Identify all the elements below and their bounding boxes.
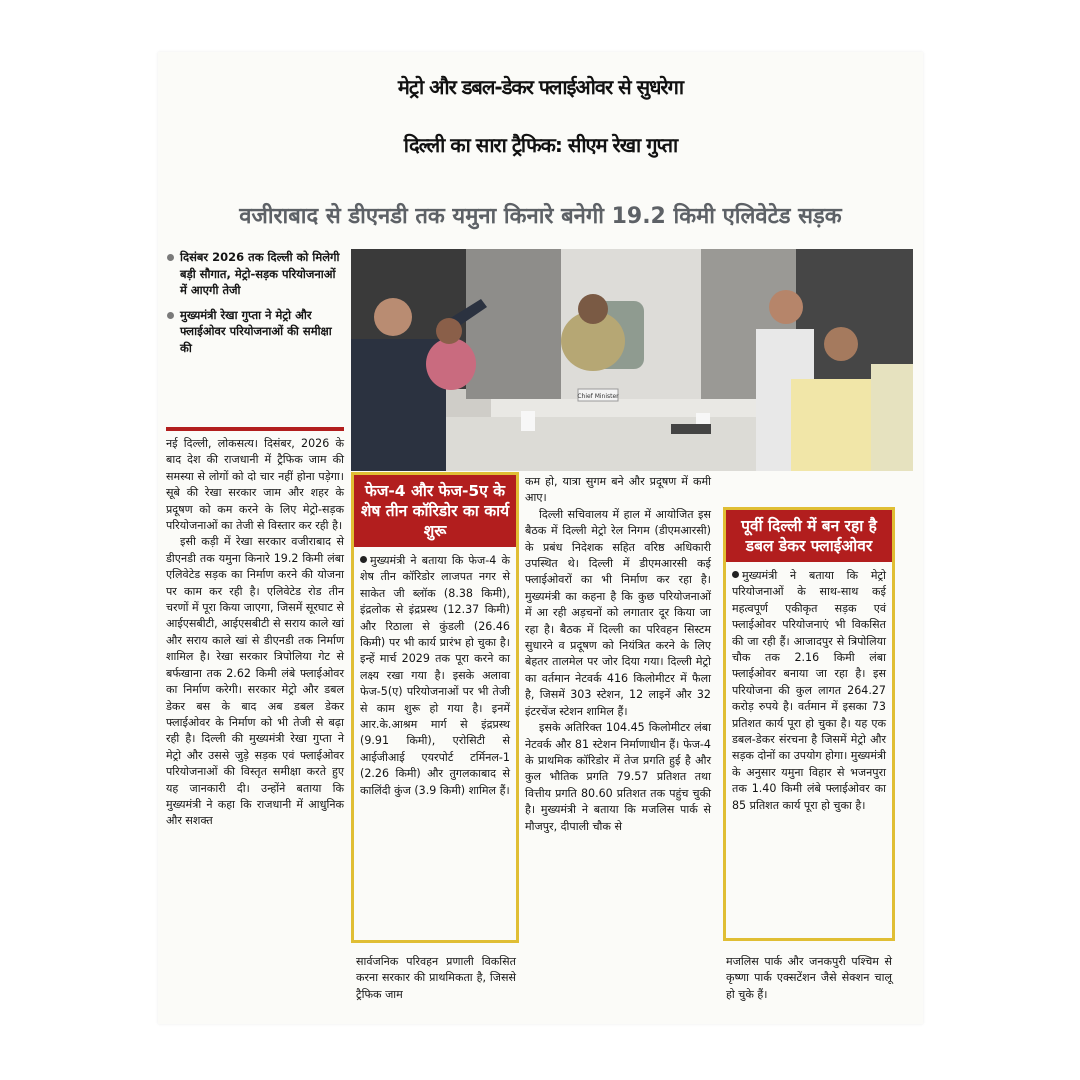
column-4-continuation — [726, 954, 892, 1003]
phase-corridor-body-wrap — [354, 547, 516, 803]
flyover-heading: पूर्वी दिल्ली में बन रहा है डबल डेकर फ्लाईओवर — [726, 510, 892, 562]
column-2-continuation — [356, 954, 516, 1003]
column-3-paragraph: इसके अतिरिक्त 104.45 किलोमीटर लंबा नेटवर्क और 81 स्टेशन निर्माणाधीन हैं। फेज-4 के प्राथमिक कॉरिडोर में तेज प्रगति हुई है और कुल भौतिक प्रगति 79.57 प्रतिशत तथा वित्तीय प्रगति 80.60 प्रतिशत तक पहुंच चुकी है। मुख्यमंत्री ने बताया कि मजलिस पार्क से मौजपुर, दीपाली चौक से — [525, 721, 711, 833]
nameplate-text: Chief Minister — [577, 393, 619, 400]
newspaper-clipping — [158, 52, 923, 1024]
bullet-icon — [732, 571, 739, 578]
column-4-paragraph: मजलिस पार्क और जनकपुरी पश्चिम से कृष्णा पार्क एक्सटेंशन जैसे सेक्शन चालू हो चुके हैं। — [726, 955, 892, 1001]
subheadline: वजीराबाद से डीएनडी तक यमुना किनारे बनेगी 19.2 किमी एलिवेटेड सड़क — [239, 204, 842, 229]
divider — [166, 427, 344, 431]
column-1-paragraph: नई दिल्ली, लोकसत्य। दिसंबर, 2026 के बाद देश की राजधानी में ट्रैफिक जाम की समस्या से लोगों को दो चार नहीं होना पड़ेगा। सूबे की रेखा सरकार जाम और शहर के प्रदूषण को कम करने के लिए मेट्रो-सड़क परियोजनाओं का तेजी से विस्तार कर रही है। — [166, 437, 344, 533]
flyover-box — [723, 507, 895, 941]
phase-corridor-heading: फेज-4 और फेज-5ए के शेष तीन कॉरिडोर का कार्य शुरू — [354, 475, 516, 547]
column-1 — [166, 436, 344, 830]
highlight-item: मुख्यमंत्री रेखा गुप्ता ने मेट्रो और फ्लाईओवर परियोजनाओं की समीक्षा की — [166, 307, 344, 357]
column-1-paragraph: इसी कड़ी में रेखा सरकार वजीराबाद से डीएनडी तक यमुना किनारे 19.2 किमी लंबा एलिवेटेड सड़क का निर्माण करने की योजना पर काम कर रही है। एलिवेटेड रोड तीन चरणों में पूरा किया जाएगा, जिसमें सूरघाट से आईएसबीटी, आईएसबीटी से सराय काले खां और सराय काले खां से डीएनडी तक निर्माण शामिल है। रेखा सरकार त्रिपोलिया गेट से बर्फखाना तक 2.62 किमी लंबे फ्लाईओवर का निर्माण करेगी। सरकार मेट्रो और डबल डेकर बस के बाद अब डबल डेकर फ्लाईओवर के निर्माण को भी तेजी से बढ़ा रही है। दिल्ली की मुख्यमंत्री रेखा गुप्ता ने मेट्रो और उससे जुड़े सड़क एवं फ्लाईओवर परियोजनाओं की विस्तृत समीक्षा करते हुए यह जानकारी दी। उन्होंने बताया कि मुख्यमंत्री ने कहा कि राजधानी में आधुनिक और सशक्त — [166, 535, 344, 828]
column-3-paragraph: कम हो, यात्रा सुगम बने और प्रदूषण में कमी आए। — [525, 475, 711, 505]
meeting-photo-illustration — [351, 249, 913, 471]
column-2-paragraph: सार्वजनिक परिवहन प्रणाली विकसित करना सरकार की प्राथमिकता है, जिससे ट्रैफिक जाम — [356, 955, 516, 1001]
phase-corridor-body: मुख्यमंत्री ने बताया कि फेज-4 के शेष तीन कॉरिडोर लाजपत नगर से साकेत जी ब्लॉक (8.38 किमी), इंद्रलोक से इंद्रप्रस्थ (12.37 किमी) और रिठाला से कुंडली (26.46 किमी) पर भी कार्य प्रारंभ हो चुका है। इन्हें मार्च 2029 तक पूरा करने का लक्ष्य रखा गया है। इसके अलावा फेज-5(ए) परियोजनाओं पर भी तेजी से काम शुरू हो गया है। इनमें आर.के.आश्रम मार्ग से इंद्रप्रस्थ (9.91 किमी), एरोसिटी से आईजीआई एयरपोर्ट टर्मिनल-1 (2.26 किमी) और तुगलकाबाद से कालिंदी कुंज (3.9 किमी) शामिल हैं। — [360, 554, 510, 797]
headline-line-1: मेट्रो और डबल-डेकर फ्लाईओवर से सुधरेगा — [397, 75, 684, 99]
flyover-body-wrap — [726, 562, 892, 818]
bullet-icon — [360, 556, 367, 563]
meeting-photo — [351, 249, 913, 471]
phase-corridor-box — [351, 472, 519, 943]
highlights-list — [166, 249, 344, 364]
headline — [158, 58, 923, 174]
headline-line-2: दिल्ली का सारा ट्रैफिक: सीएम रेखा गुप्ता — [403, 133, 678, 157]
column-3 — [525, 474, 711, 835]
highlight-item: दिसंबर 2026 तक दिल्ली को मिलेगी बड़ी सौगात, मेट्रो-सड़क परियोजनाओं में आएगी तेजी — [166, 249, 344, 299]
column-3-paragraph: दिल्ली सचिवालय में हाल में आयोजित इस बैठक में दिल्ली मेट्रो रेल निगम (डीएमआरसी) के प्रबंध निदेशक सहित वरिष्ठ अधिकारी उपस्थित थे। दिल्ली में डीएमआरसी कई फ्लाईओवरों का भी निर्माण कर रहा है। मुख्यमंत्री का कहना है कि कुछ परियोजनाओं में आ रही अड़चनों को लगातार दूर किया जा रहा है। बैठक में दिल्ली का परिवहन सिस्टम सुधारने व प्रदूषण को नियंत्रित करने के लिए बेहतर तालमेल पर जोर दिया गया। दिल्ली मेट्रो का वर्तमान नेटवर्क 416 किलोमीटर में फैला है, जिसमें 303 स्टेशन, 12 लाइनें और 32 इंटरचेंज स्टेशन शामिल हैं। — [525, 507, 711, 718]
flyover-body: मुख्यमंत्री ने बताया कि मेट्रो परियोजनाओं के साथ-साथ कई महत्वपूर्ण एकीकृत सड़क एवं फ्लाईओवर परियोजनाएं भी विकसित की जा रही हैं। आजादपुर से त्रिपोलिया चौक तक 2.16 किमी लंबा फ्लाईओवर बनाया जा रहा है। इस परियोजना की कुल लागत 264.27 करोड़ रुपये है। वर्तमान में इसका 73 प्रतिशत कार्य पूरा हो चुका है। यह एक डबल-डेकर संरचना है जिसमें मेट्रो और सड़क दोनों का उपयोग होगा। मुख्यमंत्री के अनुसार यमुना विहार से भजनपुरा तक 1.40 किमी लंबे फ्लाईओवर का 85 प्रतिशत कार्य पूरा हो चुका है। — [732, 569, 886, 812]
